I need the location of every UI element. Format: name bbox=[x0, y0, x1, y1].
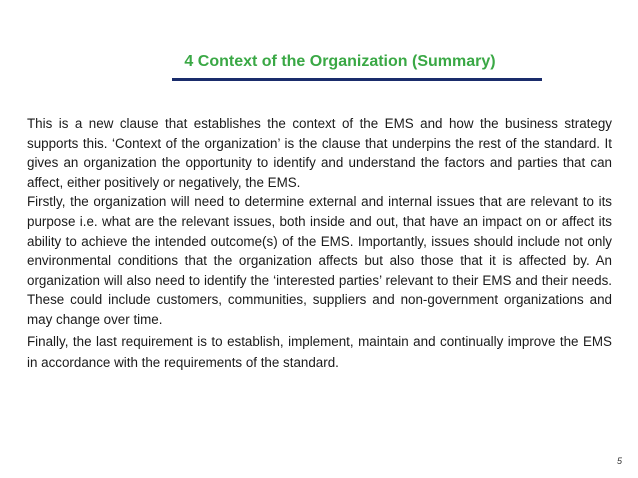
page-number: 5 bbox=[616, 456, 622, 466]
paragraph-context: This is a new clause that establishes the context of the EMS and how the business strategy supports this. ‘Context of the organization’ is the clause that underpins the rest of the standard. It gives an organization the opportunity to identify and understand the factors and parties that can affect, either positively or negatively, the EMS. bbox=[27, 116, 612, 190]
paragraph-requirement: Finally, the last requirement is to establish, implement, maintain and continually improve the EMS in accordance with the requirements of the standard. bbox=[27, 333, 612, 370]
title-underline bbox=[172, 78, 542, 81]
slide-body bbox=[27, 114, 612, 373]
slide-title: 4 Context of the Organization (Summary) bbox=[184, 53, 496, 70]
paragraph-issues: Firstly, the organization will need to determine external and internal issues that are relevant to its purpose i.e. what are the relevant issues, both inside and out, that have an impact on or affect its ability to achieve the intended outcome(s) of the EMS. Importantly, issues should include not only environmental conditions that the organization affects but also those that it is affected by. An organization will also need to identify the ‘interested parties’ relevant to their EMS and their needs. These could include customers, communities, suppliers and non-government organizations and may change over time. bbox=[27, 194, 612, 327]
